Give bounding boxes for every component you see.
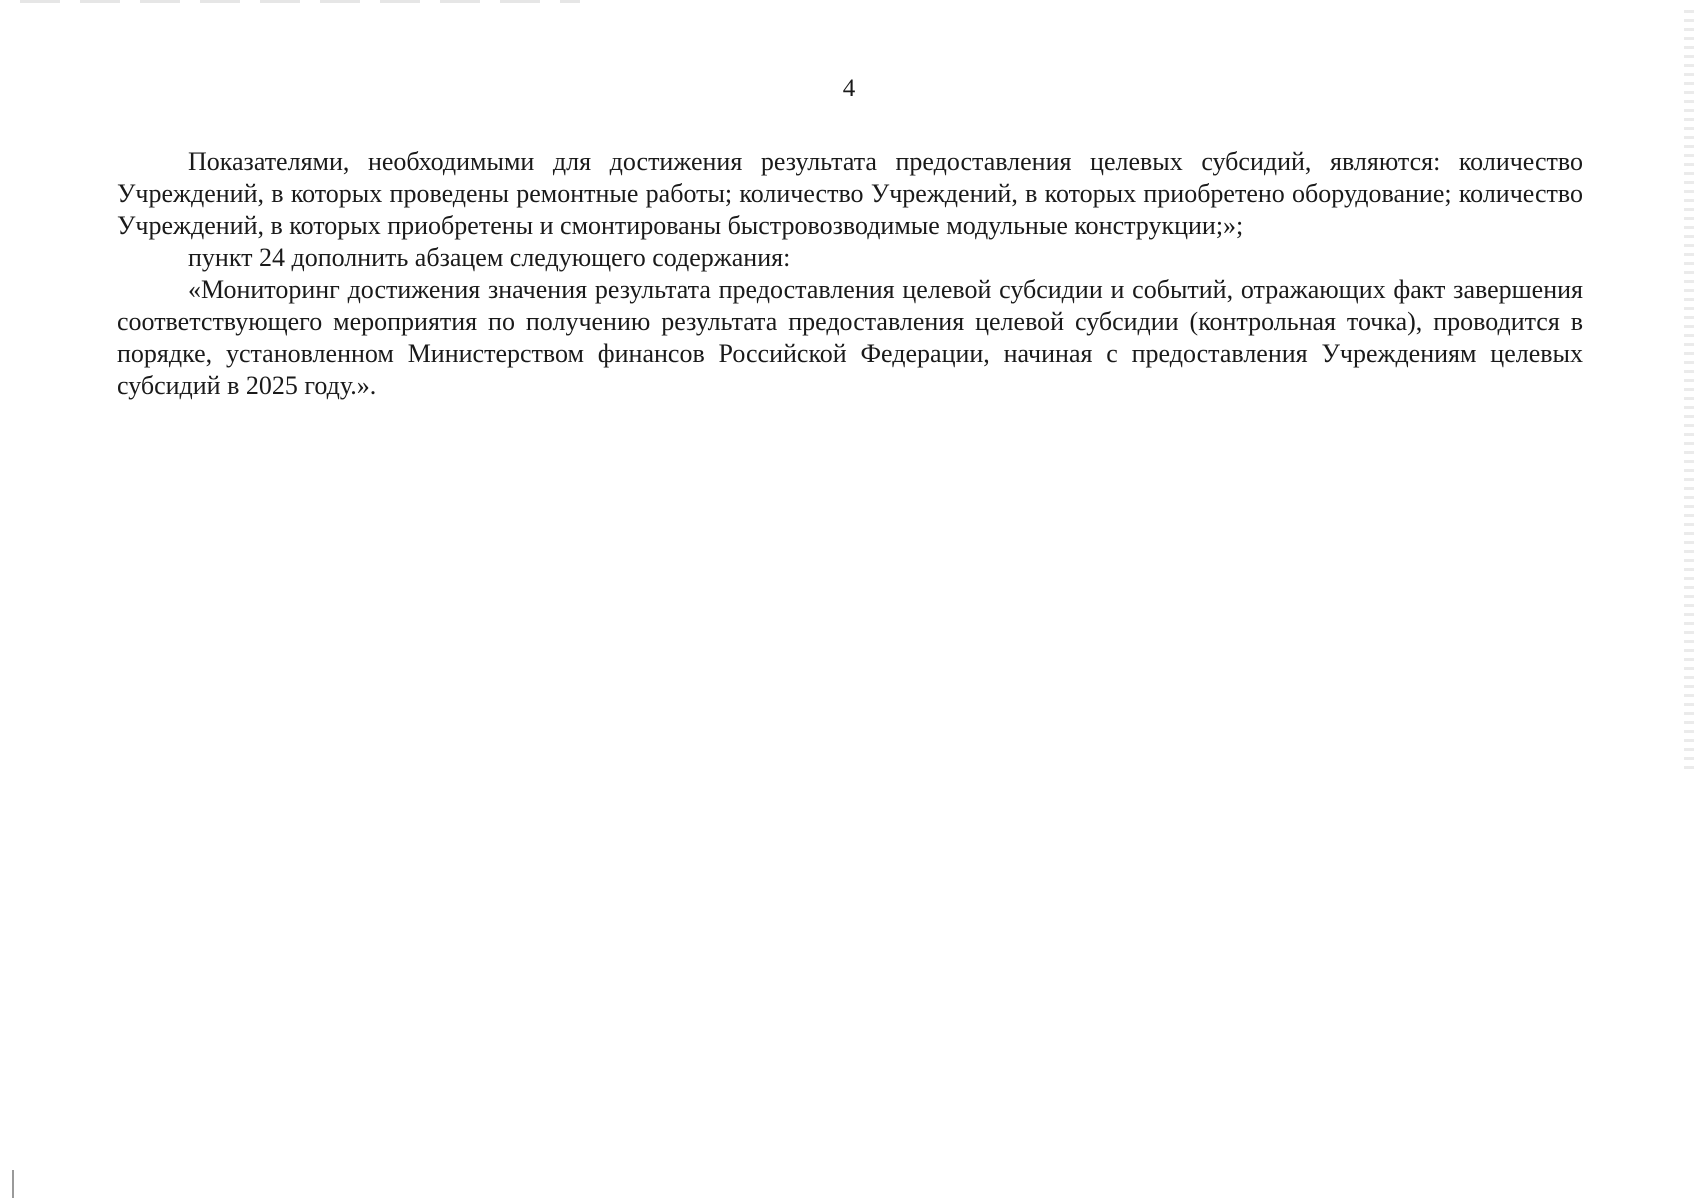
scan-artifact-top	[20, 0, 580, 3]
paragraph-indicators: Показателями, необходимыми для достижения результата предоставления целевых субсидий, являются: количество Учреждений, в которых проведены ремонтные работы; количество Учреждений, в которых приобретено оборудование; количество Учреждений, в которых приобретены и смонтированы быстровозводимые модульные конструкции;»;	[117, 147, 1583, 240]
paragraph-amendment-intro: пункт 24 дополнить абзацем следующего содержания:	[188, 243, 791, 272]
paragraph-monitoring: «Мониторинг достижения значения результата предоставления целевой субсидии и событий, отражающих факт завершения соответствующего мероприятия по получению результата предоставления целевой субсидии (контрольная точка), проводится в порядке, установленном Министерством финансов Российской Федерации, начиная с предоставления Учреждениям целевых субсидий в 2025 году.».	[117, 275, 1583, 400]
scan-artifact-left-mark	[12, 1170, 14, 1198]
document-body	[117, 146, 1583, 402]
scan-artifact-right-edge	[1684, 10, 1694, 770]
page-number: 4	[842, 75, 856, 102]
